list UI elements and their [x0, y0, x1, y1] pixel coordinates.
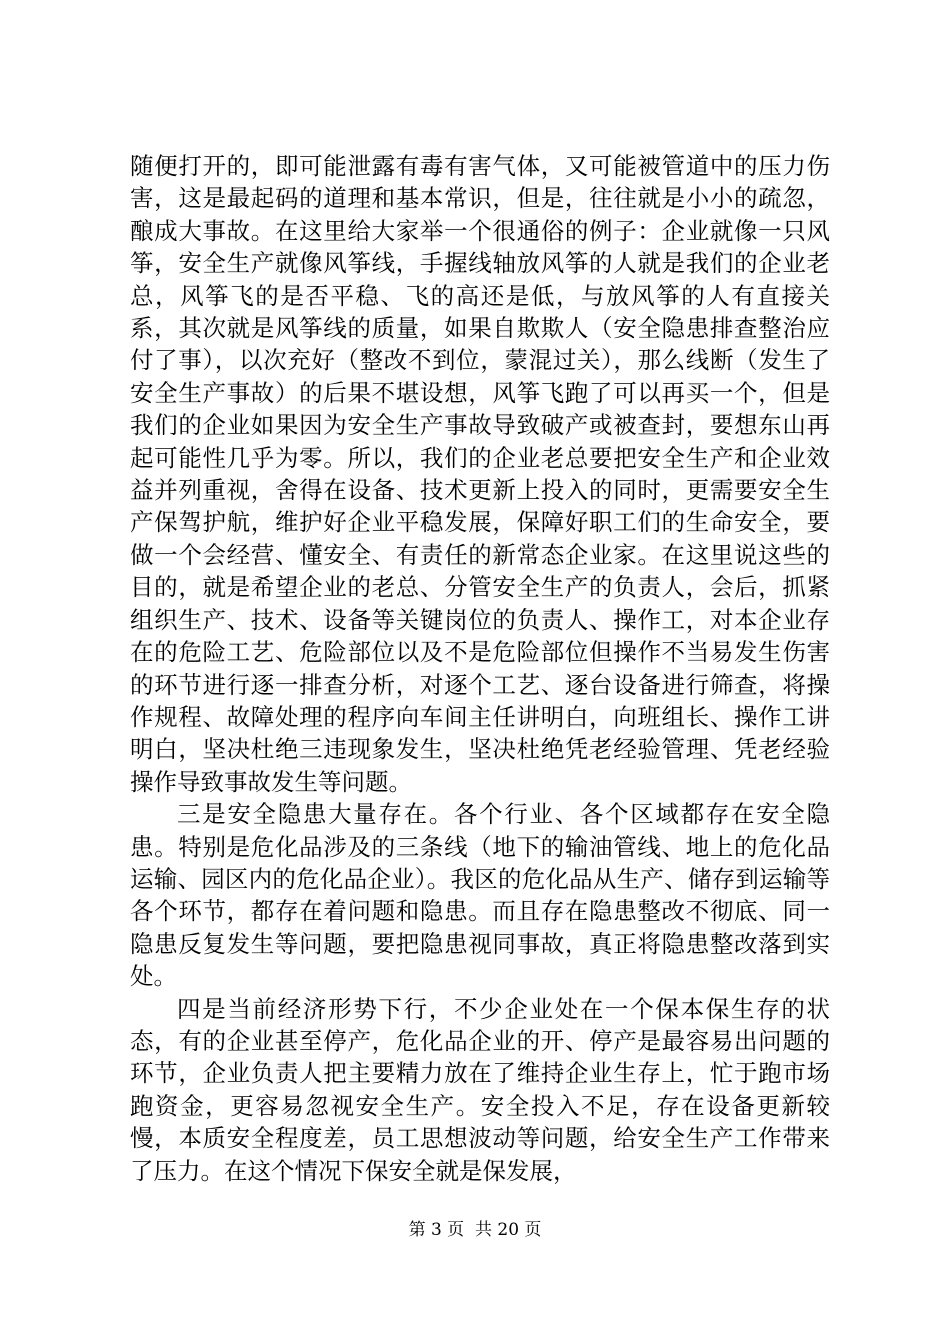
paragraph-item-three: 三是安全隐患大量存在。各个行业、各个区域都存在安全隐患。特别是危化品涉及的三条线（地下的输油管线、地上的危化品运输、园区内的危化品企业）。我区的危化品从生产、储存到运输等各个环节，都存在着问题和隐患。而且存在隐患整改不彻底、同一隐患反复发生等问题，要把隐患视同事故，真正将隐患整改落到实处。: [130, 800, 830, 991]
page-footer: [0, 1215, 950, 1240]
page-number-label: 第 3 页 共 20 页: [408, 1220, 542, 1240]
paragraph-item-four: 四是当前经济形势下行，不少企业处在一个保本保生存的状态，有的企业甚至停产，危化品企业的开、停产是最容易出问题的环节，企业负责人把主要精力放在了维持企业生存上，忙于跑市场跑资金，更容易忽视安全生产。安全投入不足，存在设备更新较慢，本质安全程度差，员工思想波动等问题，给安全生产工作带来了压力。在这个情况下保安全就是保发展，: [130, 994, 830, 1185]
document-body: [130, 150, 830, 1187]
paragraph-continued: 随便打开的，即可能泄露有毒有害气体，又可能被管道中的压力伤害，这是最起码的道理和基本常识，但是，往往就是小小的疏忽，酿成大事故。在这里给大家举一个很通俗的例子：企业就像一只风筝，安全生产就像风筝线，手握线轴放风筝的人就是我们的企业老总，风筝飞的是否平稳、飞的高还是低，与放风筝的人有直接关系，其次就是风筝线的质量，如果自欺欺人（安全隐患排查整治应付了事），以次充好（整改不到位，蒙混过关），那么线断（发生了安全生产事故）的后果不堪设想，风筝飞跑了可以再买一个，但是我们的企业如果因为安全生产事故导致破产或被查封，要想东山再起可能性几乎为零。所以，我们的企业老总要把安全生产和企业效益并列重视，舍得在设备、技术更新上投入的同时，更需要安全生产保驾护航，维护好企业平稳发展，保障好职工们的生命安全，要做一个会经营、懂安全、有责任的新常态企业家。在这里说这些的目的，就是希望企业的老总、分管安全生产的负责人，会后，抓紧组织生产、技术、设备等关键岗位的负责人、操作工，对本企业存在的危险工艺、危险部位以及不是危险部位但操作不当易发生伤害的环节进行逐一排查分析，对逐个工艺、逐台设备进行筛查，将操作规程、故障处理的程序向车间主任讲明白，向班组长、操作工讲明白，坚决杜绝三违现象发生，坚决杜绝凭老经验管理、凭老经验操作导致事故发生等问题。: [130, 152, 830, 796]
